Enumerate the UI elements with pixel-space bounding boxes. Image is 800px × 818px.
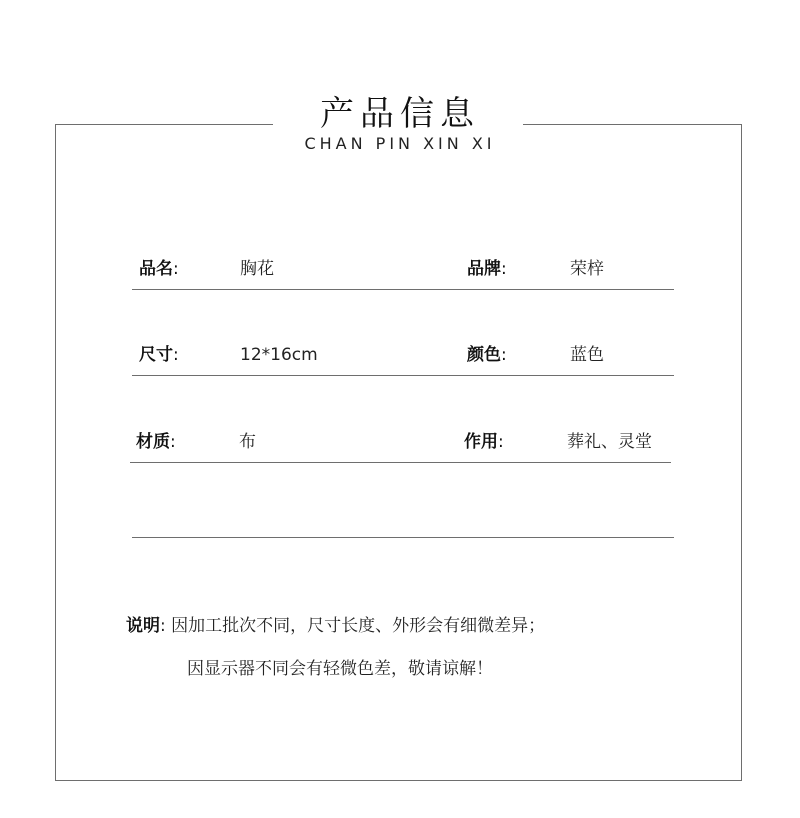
label-usage: 作用: (464, 432, 504, 452)
value-color: 蓝色 (570, 345, 604, 365)
note-label: 说明 (126, 616, 160, 636)
info-frame (55, 124, 742, 781)
note-line-1: 说明: 因加工批次不同，尺寸长度、外形会有细微差异； (126, 616, 546, 636)
note-line-2: 因显示器不同会有轻微色差，敬请谅解！ (187, 659, 493, 679)
section-title: 产品信息 (320, 94, 480, 134)
label-size: 尺寸: (139, 345, 179, 365)
value-material: 布 (239, 432, 256, 452)
label-brand: 品牌: (467, 259, 507, 279)
value-usage: 葬礼、灵堂 (567, 432, 652, 452)
row-divider (132, 375, 674, 376)
value-product-name: 胸花 (240, 259, 274, 279)
note-text-1: 因加工批次不同，尺寸长度、外形会有细微差异； (171, 616, 546, 636)
value-brand: 荣梓 (570, 259, 604, 279)
row-divider (132, 289, 674, 290)
section-divider (132, 537, 674, 538)
label-material: 材质: (136, 432, 176, 452)
value-size: 12*16cm (240, 345, 318, 365)
label-color: 颜色: (467, 345, 507, 365)
row-divider (130, 462, 671, 463)
label-product-name: 品名: (139, 259, 179, 279)
section-title-pinyin: CHAN PIN XIN XI (304, 134, 496, 153)
